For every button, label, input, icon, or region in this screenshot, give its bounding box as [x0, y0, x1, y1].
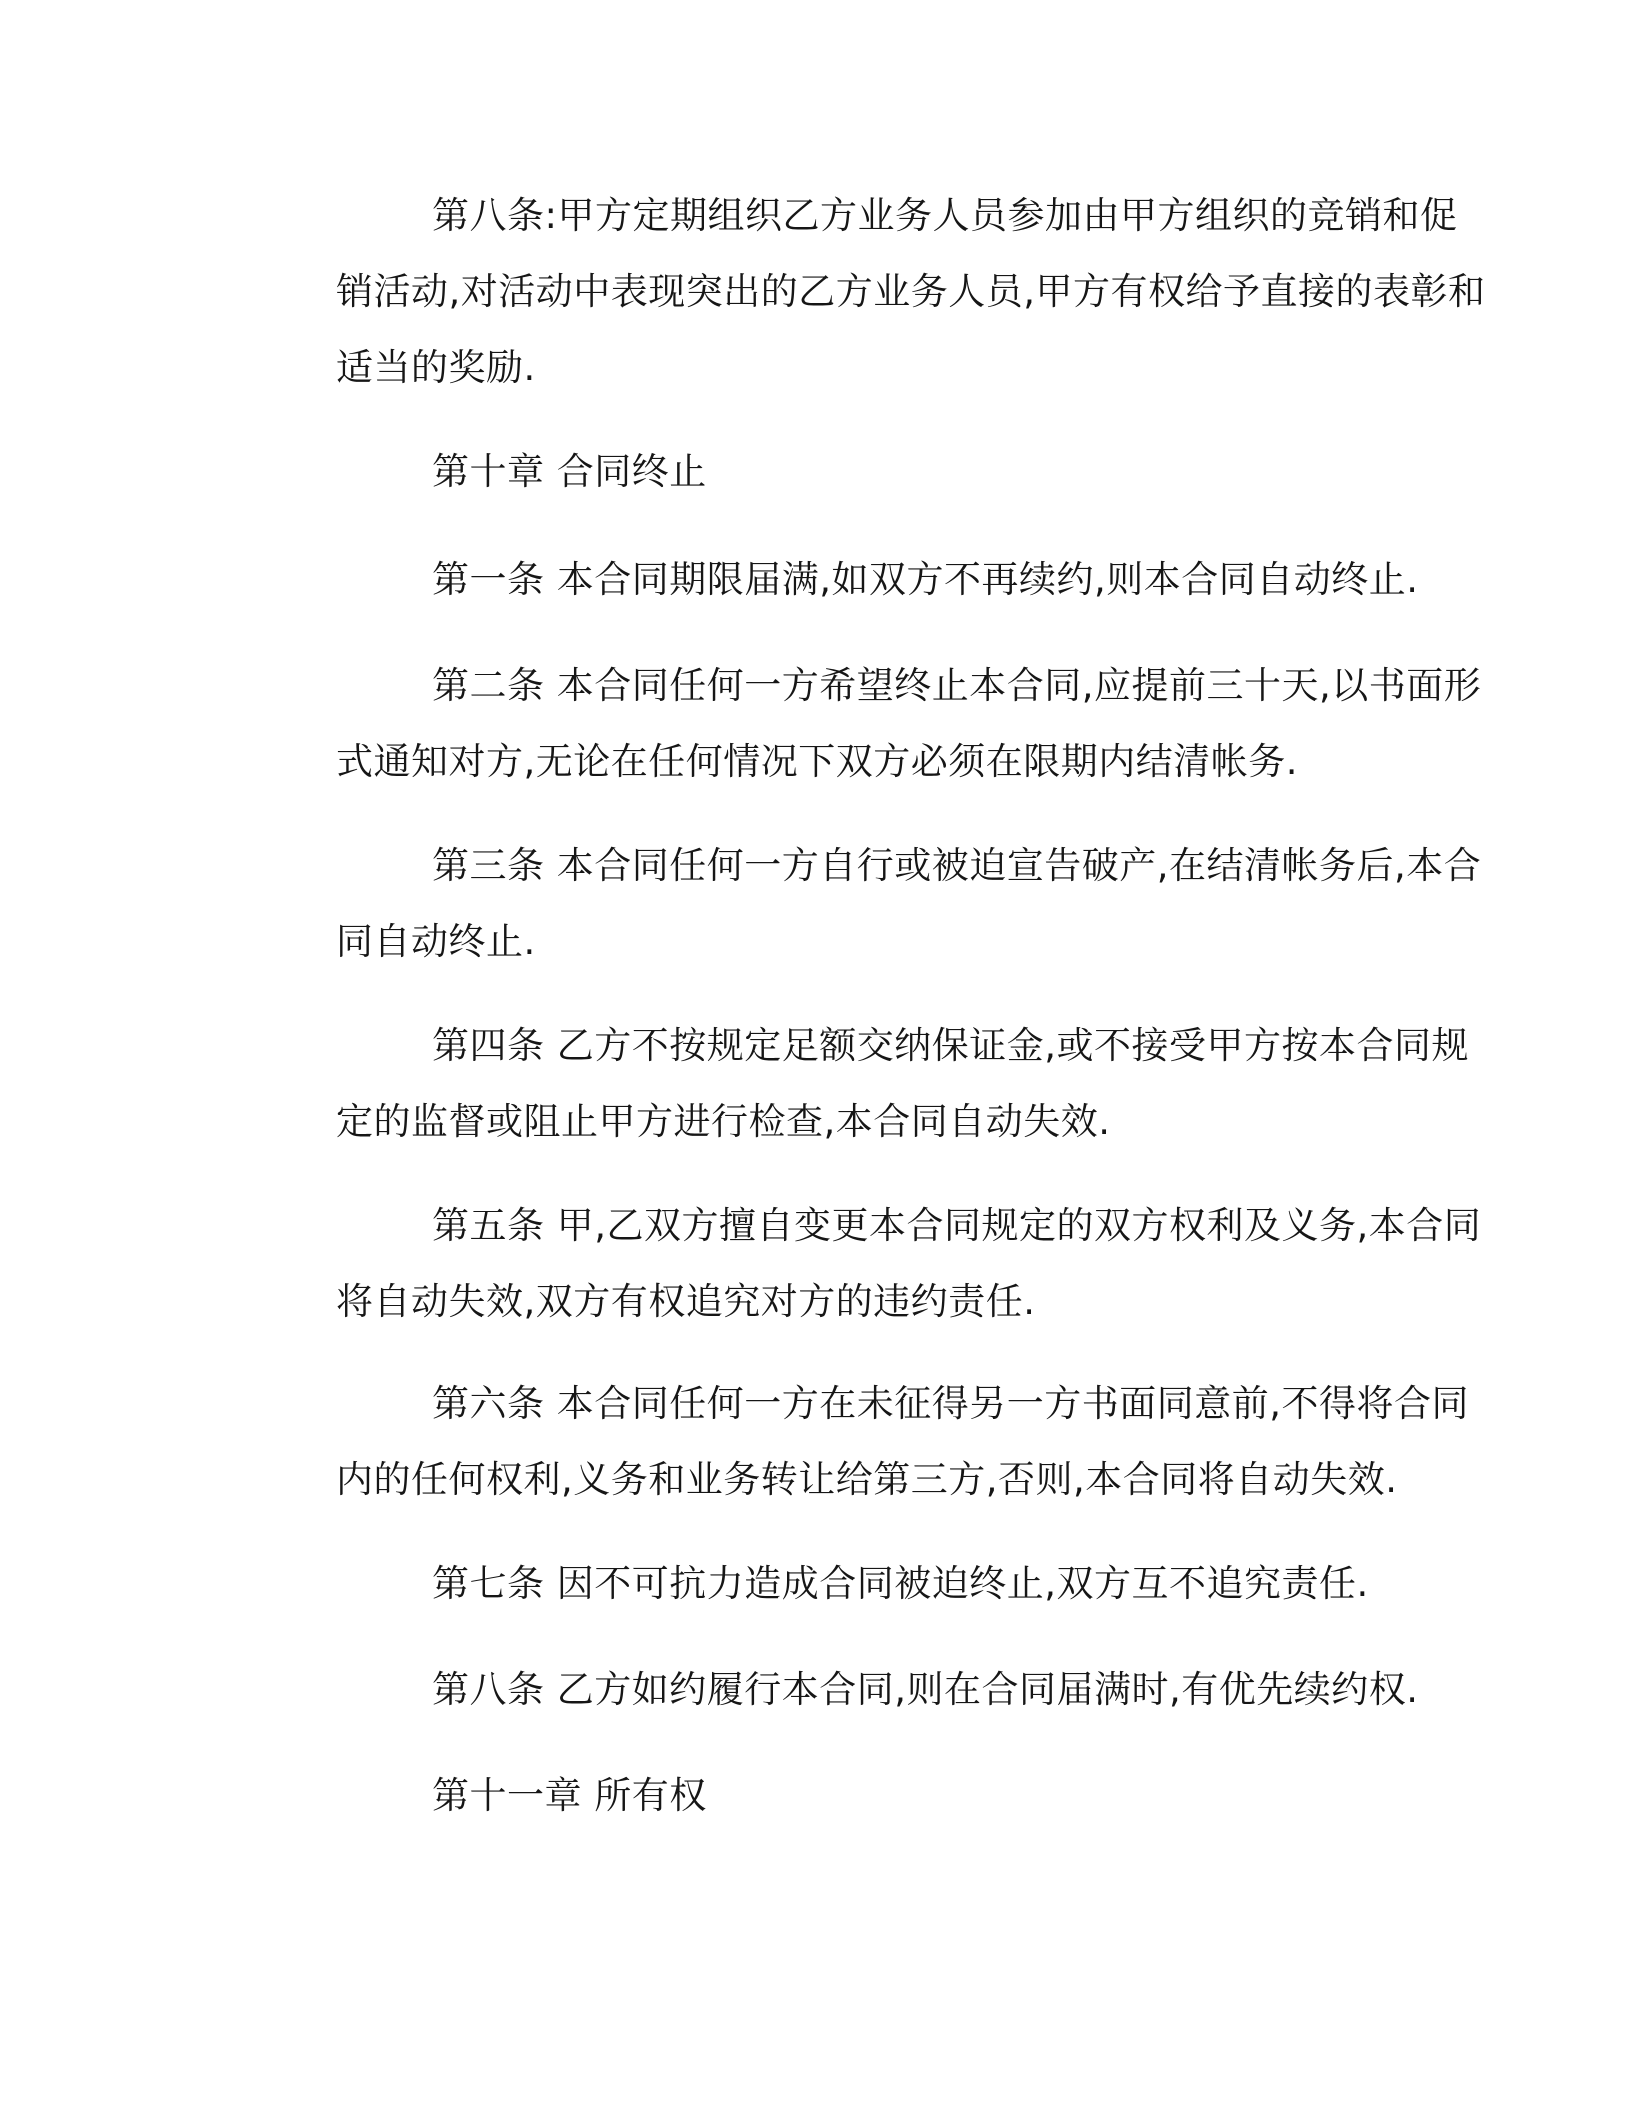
paragraph-article-1: [240, 542, 1419, 618]
paragraph-article-5: [240, 1188, 1482, 1340]
text-line: 第三条 本合同任何一方自行或被迫宣告破产,在结清帐务后,本合: [432, 844, 1482, 887]
paragraph-article-3: [240, 828, 1482, 980]
text-line: 第五条 甲,乙双方擅自变更本合同规定的双方权利及义务,本合同: [432, 1204, 1482, 1247]
text-line: 适当的奖励.: [336, 346, 536, 389]
text-line: 第六条 本合同任何一方在未征得另一方书面同意前,不得将合同: [432, 1382, 1470, 1425]
chapter-heading-10: [240, 434, 1380, 510]
paragraph-article-6: [240, 1366, 1470, 1518]
text-line: 第十一章 所有权: [432, 1774, 707, 1817]
paragraph-article-2: [240, 648, 1482, 800]
text-line: 第二条 本合同任何一方希望终止本合同,应提前三十天,以书面形: [432, 664, 1482, 707]
paragraph-article-8-promotion: [240, 178, 1486, 406]
text-line: 第八条:甲方定期组织乙方业务人员参加由甲方组织的竞销和促: [432, 194, 1458, 237]
paragraph-article-7: [240, 1546, 1380, 1622]
text-line: 内的任何权利,义务和业务转让给第三方,否则,本合同将自动失效.: [336, 1458, 1398, 1501]
text-line: 销活动,对活动中表现突出的乙方业务人员,甲方有权给予直接的表彰和: [336, 270, 1486, 313]
paragraph-article-4: [240, 1008, 1470, 1160]
text-line: 式通知对方,无论在任何情况下双方必须在限期内结清帐务.: [336, 740, 1299, 783]
text-line: 第一条 本合同期限届满,如双方不再续约,则本合同自动终止.: [432, 558, 1419, 601]
text-line: 将自动失效,双方有权追究对方的违约责任.: [336, 1280, 1036, 1323]
text-line: 同自动终止.: [336, 920, 536, 963]
text-line: 第十章 合同终止: [432, 450, 707, 493]
text-line: 定的监督或阻止甲方进行检查,本合同自动失效.: [336, 1100, 1111, 1143]
chapter-heading-11: [240, 1758, 1380, 1834]
paragraph-article-8-renewal: [240, 1652, 1419, 1728]
text-line: 第七条 因不可抗力造成合同被迫终止,双方互不追究责任.: [432, 1562, 1369, 1605]
text-line: 第八条 乙方如约履行本合同,则在合同届满时,有优先续约权.: [432, 1668, 1419, 1711]
text-line: 第四条 乙方不按规定足额交纳保证金,或不接受甲方按本合同规: [432, 1024, 1470, 1067]
